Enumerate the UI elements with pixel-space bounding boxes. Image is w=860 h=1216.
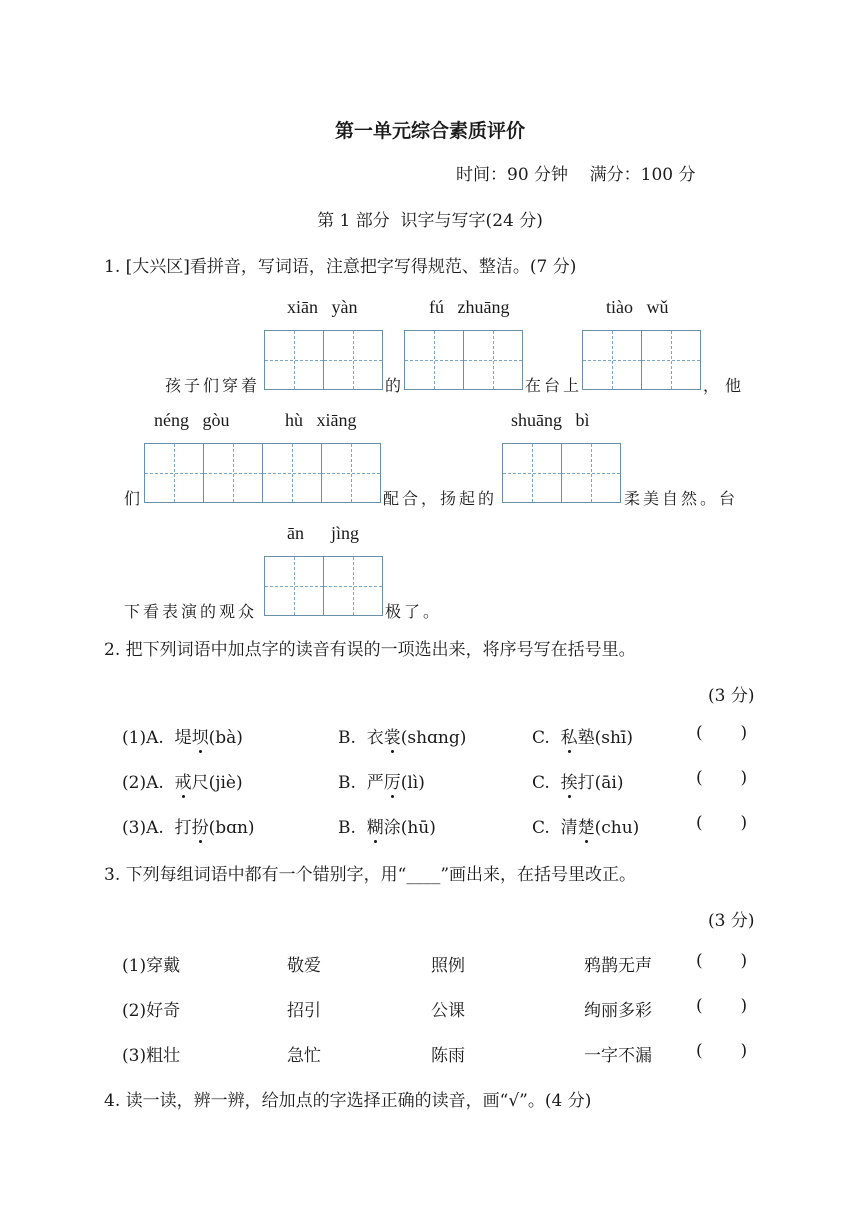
writing-grid-5[interactable] <box>262 443 381 503</box>
q1-text: 在台上 <box>525 376 583 395</box>
answer-parentheses[interactable]: ( ) <box>696 723 748 743</box>
writing-grid-2[interactable] <box>404 330 523 390</box>
q3-word: 绚丽多彩 <box>584 1001 652 1021</box>
q2-score: (3 分) <box>708 686 755 706</box>
page-title: 第一单元综合素质评价 <box>334 120 525 142</box>
q3-word: 陈雨 <box>431 1046 465 1066</box>
time-info: 时间：90 分钟 满分：100 分 <box>456 165 696 185</box>
q2-row2-c: C. 挨打(āi) <box>532 773 624 793</box>
q2-row3-c: C. 清楚(chu) <box>532 818 640 838</box>
pinyin-nenggou: néng gòu <box>154 410 230 430</box>
q2-row2-b: B. 严厉(lì) <box>338 773 425 793</box>
q1-text: 极了。 <box>385 602 443 621</box>
answer-parentheses[interactable]: ( ) <box>696 951 748 971</box>
q3-word: 敬爱 <box>287 956 321 976</box>
writing-grid-6[interactable] <box>502 443 621 503</box>
q3-word: 照例 <box>431 956 465 976</box>
pinyin-tiaowu: tiào wǔ <box>606 297 669 317</box>
q1-text: 下看表演的观众 <box>124 602 258 621</box>
q1-text: ，他 <box>703 376 748 395</box>
answer-parentheses[interactable]: ( ) <box>696 813 748 833</box>
q2-row2-a: (2)A. 戒尺(jiè) <box>122 773 243 793</box>
writing-grid-1[interactable] <box>264 330 383 390</box>
q1-text: 配合，扬起的 <box>383 489 498 508</box>
q1-stem: 1. [大兴区]看拼音，写词语，注意把字写得规范、整洁。(7 分) <box>104 257 577 277</box>
q1-text: 的 <box>385 376 402 395</box>
pinyin-xianyan: xiān yàn <box>287 297 358 317</box>
q3-score: (3 分) <box>708 911 755 931</box>
q3-word: (2)好奇 <box>122 1001 181 1021</box>
q3-word: 公课 <box>431 1001 465 1021</box>
q2-row3-a: (3)A. 打扮(bɑn) <box>122 818 255 838</box>
pinyin-fuzhuang: fú zhuāng <box>429 297 510 317</box>
q4-stem: 4. 读一读，辨一辨，给加点的字选择正确的读音，画“√”。(4 分) <box>104 1091 592 1111</box>
writing-grid-4[interactable] <box>144 443 263 503</box>
q1-text: 们 <box>124 489 141 508</box>
q2-row1-a: (1)A. 堤坝(bà) <box>122 728 243 748</box>
q3-word: 急忙 <box>287 1046 321 1066</box>
q3-word: (1)穿戴 <box>122 956 181 976</box>
q3-word: 招引 <box>287 1001 321 1021</box>
q2-row3-b: B. 糊涂(hū) <box>338 818 436 838</box>
q2-stem: 2. 把下列词语中加点字的读音有误的一项选出来，将序号写在括号里。 <box>104 640 636 660</box>
q3-word: (3)粗壮 <box>122 1046 181 1066</box>
q1-text: 柔美自然。台 <box>624 489 739 508</box>
pinyin-anjing: ān jìng <box>287 523 359 543</box>
answer-parentheses[interactable]: ( ) <box>696 996 748 1016</box>
answer-parentheses[interactable]: ( ) <box>696 1041 748 1061</box>
q3-word: 鸦鹊无声 <box>584 956 652 976</box>
q2-row1-b: B. 衣裳(shɑng) <box>338 728 467 748</box>
writing-grid-3[interactable] <box>582 330 701 390</box>
q1-text: 孩子们穿着 <box>165 376 261 395</box>
writing-grid-7[interactable] <box>264 556 383 616</box>
pinyin-huxiang: hù xiāng <box>285 410 357 430</box>
part-heading: 第 1 部分 识字与写字(24 分) <box>317 211 543 231</box>
q3-word: 一字不漏 <box>584 1046 652 1066</box>
q2-row1-c: C. 私塾(shī) <box>532 728 633 748</box>
q3-stem: 3. 下列每组词语中都有一个错别字，用“____”画出来，在括号里改正。 <box>104 865 637 885</box>
pinyin-shuangbi: shuāng bì <box>511 410 590 430</box>
answer-parentheses[interactable]: ( ) <box>696 768 748 788</box>
